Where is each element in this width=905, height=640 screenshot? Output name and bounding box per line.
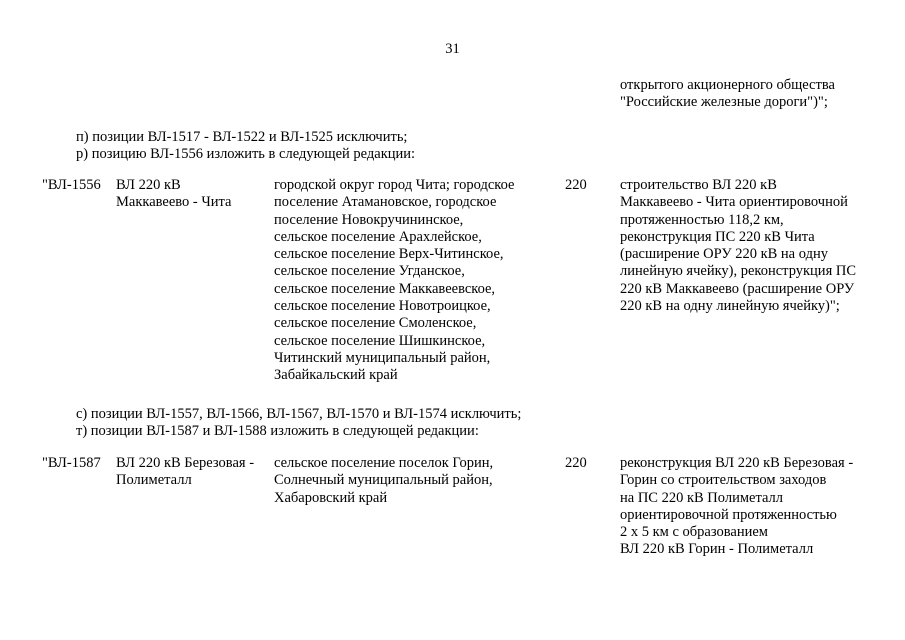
text-line: городской округ город Чита; городское (274, 177, 515, 193)
line-name (116, 177, 271, 212)
description (620, 455, 890, 559)
text-line: Забайкальский край (274, 367, 398, 384)
continued-description (620, 77, 890, 112)
text-line: сельское поселение Маккавеевское, (274, 280, 496, 297)
text-line: Маккавеево - Чита ориентировочной (620, 194, 848, 211)
text-line: ВЛ 220 кВ (116, 177, 181, 193)
page-number: 31 (445, 41, 460, 57)
text-line: сельское поселение Новотроицкое, (274, 298, 491, 315)
text-line: открытого акционерного общества (620, 77, 835, 93)
voltage: 220 (565, 455, 587, 471)
text-line: строительство ВЛ 220 кВ (620, 177, 777, 193)
position-code: "ВЛ-1587 (42, 455, 101, 471)
text-line: сельское поселение Верх-Читинское, (274, 246, 504, 263)
text-line: реконструкция ПС 220 кВ Чита (620, 228, 815, 245)
territory (274, 177, 554, 385)
text-line: сельское поселение Смоленское, (274, 315, 477, 332)
text-line: реконструкция ВЛ 220 кВ Березовая - (620, 455, 854, 471)
text-line: сельское поселение Арахлейское, (274, 228, 482, 245)
text-line: сельское поселение поселок Горин, (274, 455, 494, 471)
text-line: "Российские железные дороги")"; (620, 94, 828, 111)
text-line: Горин со строительством заходов (620, 472, 827, 489)
text-line: 220 кВ на одну линейную ячейку)"; (620, 298, 840, 315)
text-line: 2 х 5 км с образованием (620, 524, 768, 541)
text-line: (расширение ОРУ 220 кВ на одну (620, 246, 828, 263)
text-line: Полиметалл (116, 472, 192, 489)
instruction-s: с) позиции ВЛ-1557, ВЛ-1566, ВЛ-1567, ВЛ-1570 и ВЛ-1574 исключить; (76, 406, 522, 422)
text-line: сельское поселение Угданское, (274, 263, 465, 280)
line-name (116, 455, 271, 490)
instruction-t: т) позиции ВЛ-1587 и ВЛ-1588 изложить в следующей редакции: (76, 423, 479, 439)
text-line: Маккавеево - Чита (116, 194, 232, 211)
text-line: поселение Новокручининское, (274, 211, 464, 228)
text-line: протяженностью 118,2 км, (620, 211, 784, 228)
voltage: 220 (565, 177, 587, 193)
text-line: линейную ячейку), реконструкция ПС (620, 263, 857, 280)
territory (274, 455, 554, 507)
text-line: ориентировочной протяженностью (620, 506, 837, 523)
text-line: Хабаровский край (274, 489, 388, 506)
instruction-r: р) позицию ВЛ-1556 изложить в следующей редакции: (76, 146, 416, 162)
text-line: на ПС 220 кВ Полиметалл (620, 489, 783, 506)
text-line: Солнечный муниципальный район, (274, 472, 493, 489)
text-line: Читинский муниципальный район, (274, 349, 491, 366)
text-line: 220 кВ Маккавеево (расширение ОРУ (620, 280, 855, 297)
text-line: ВЛ 220 кВ Горин - Полиметалл (620, 541, 814, 558)
text-line: поселение Атамановское, городское (274, 194, 497, 211)
text-line: ВЛ 220 кВ Березовая - (116, 455, 255, 471)
position-code: "ВЛ-1556 (42, 177, 101, 193)
instruction-p: п) позиции ВЛ-1517 - ВЛ-1522 и ВЛ-1525 исключить; (76, 129, 408, 145)
description (620, 177, 890, 315)
text-line: сельское поселение Шишкинское, (274, 332, 486, 349)
